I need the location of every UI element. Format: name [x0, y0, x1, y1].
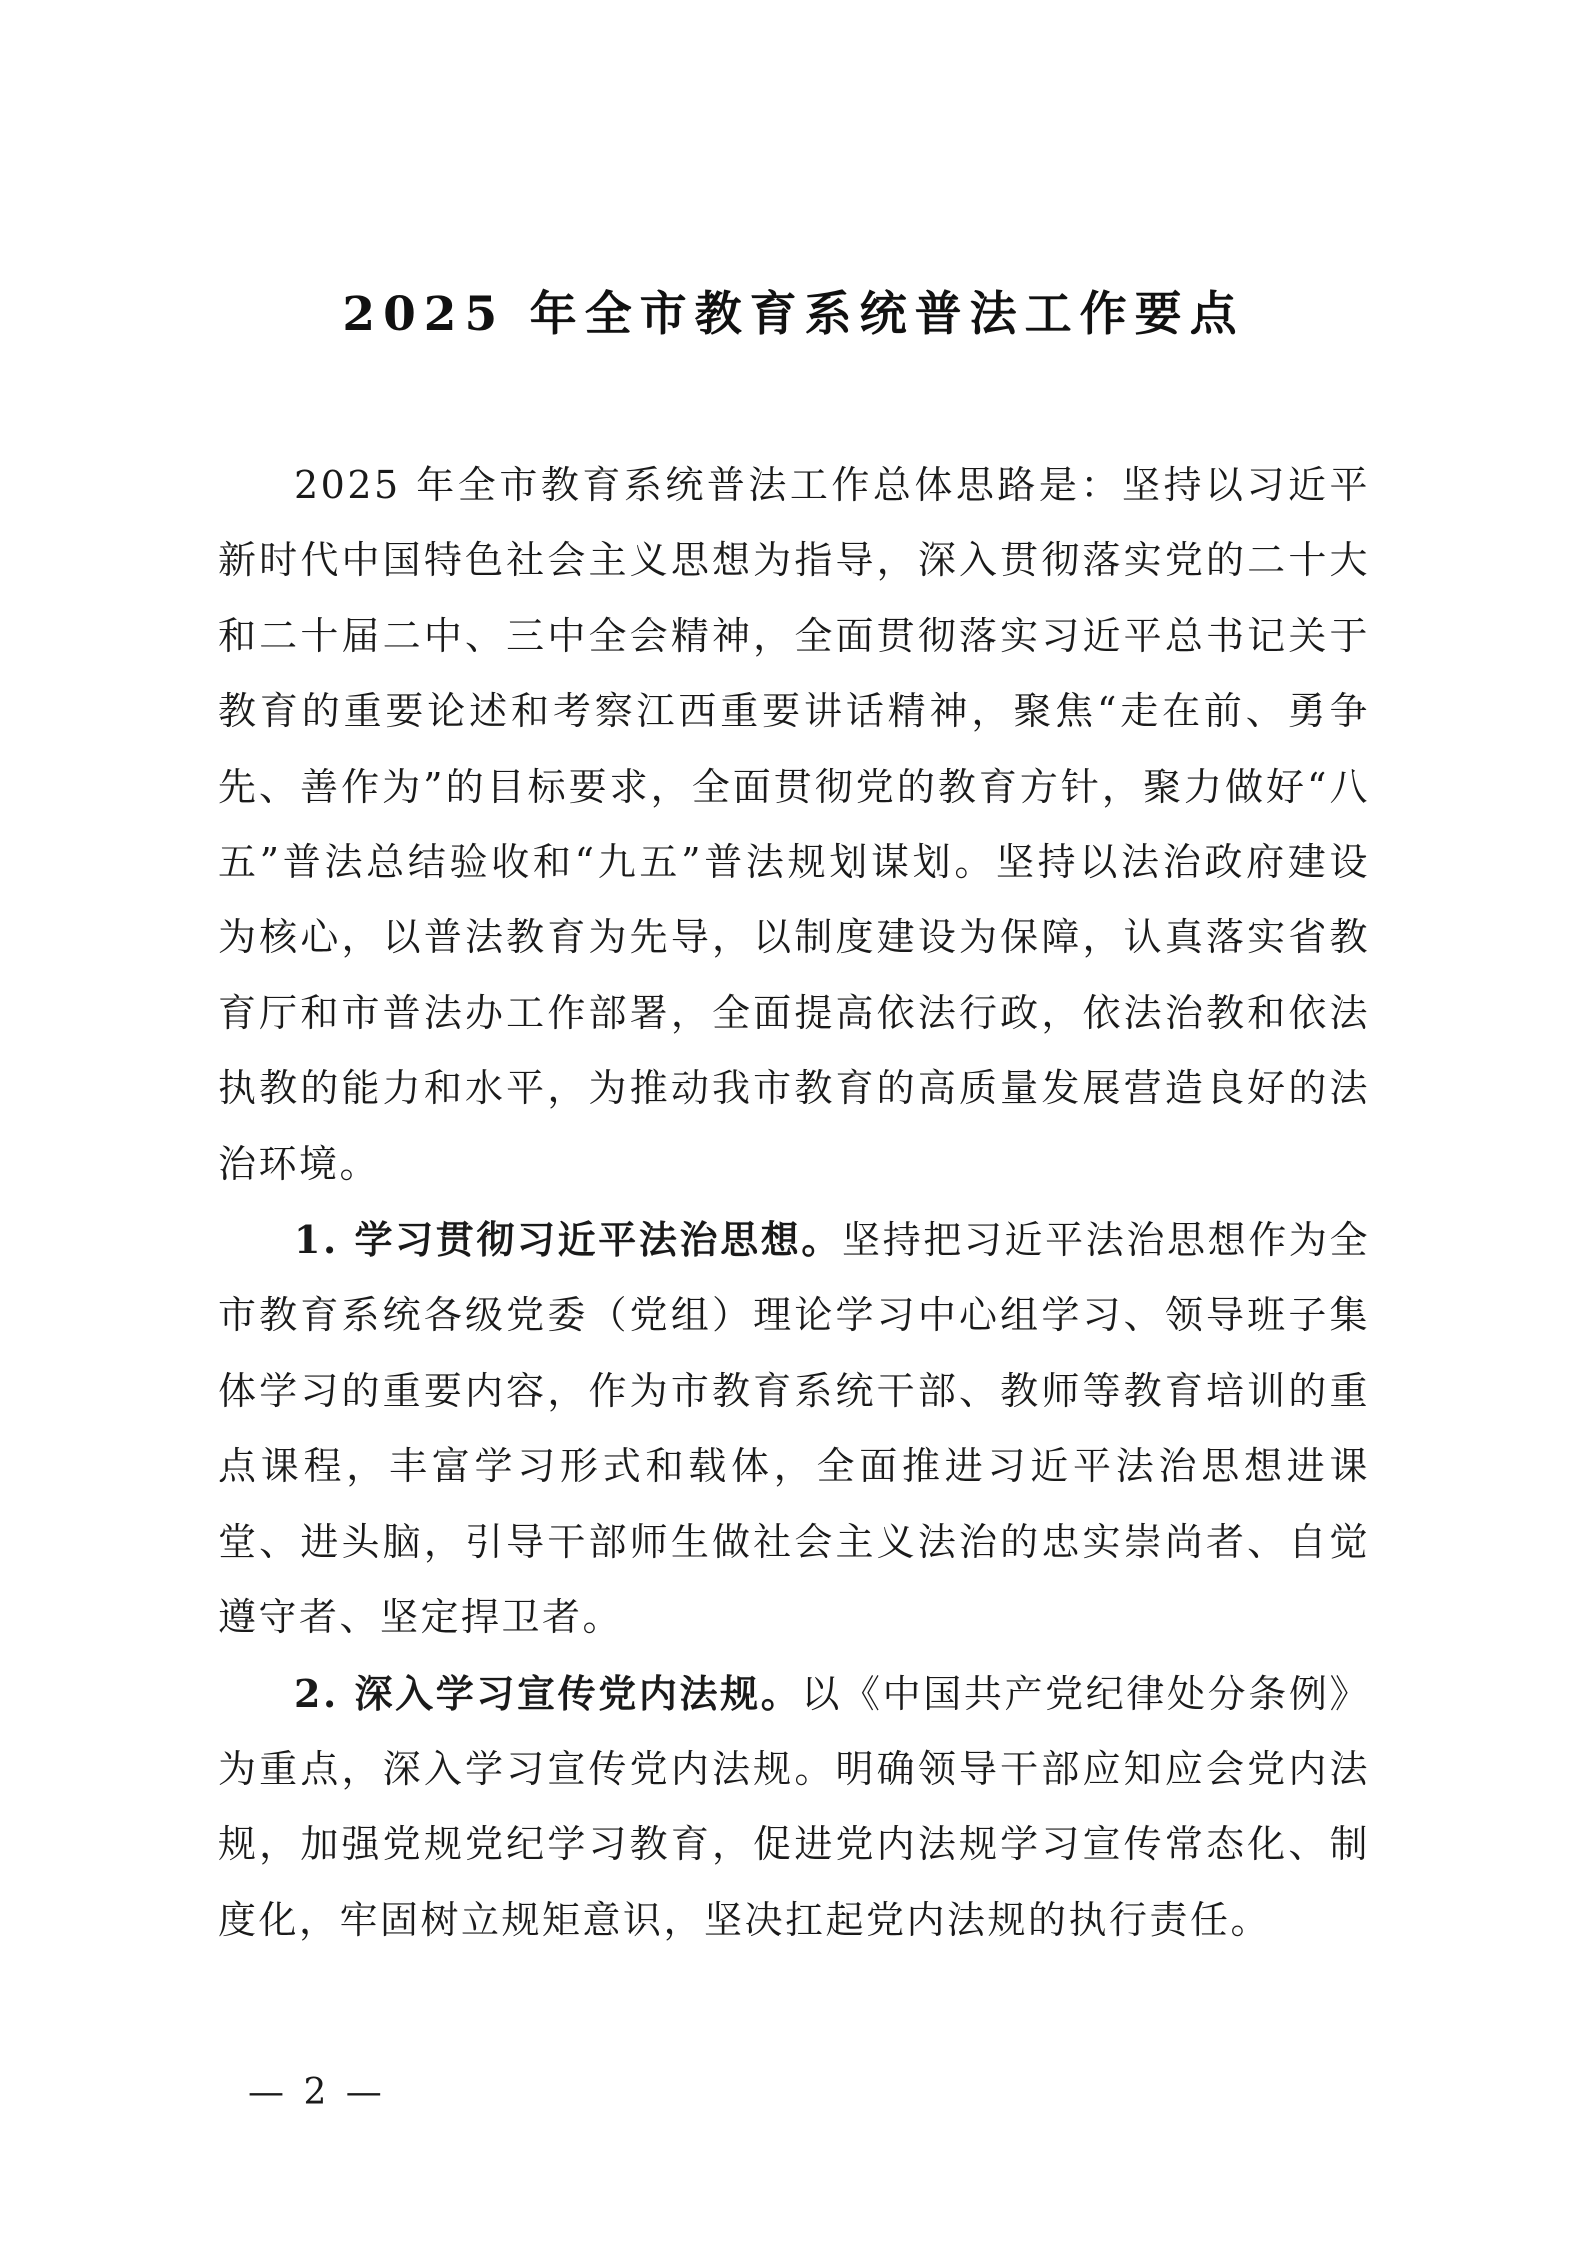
document-body	[218, 448, 1370, 1958]
paragraph-heading: 2. 深入学习宣传党内法规。	[294, 1670, 802, 1716]
paragraph-text: 2025 年全市教育系统普法工作总体思路是：坚持以习近平新时代中国特色社会主义思想为指导，深入贯彻落实党的二十大和二十届二中、三中全会精神，全面贯彻落实习近平总书记关于教育的重要论述和考察江西重要讲话精神，聚焦“走在前、勇争先、善作为”的目标要求，全面贯彻党的教育方针，聚力做好“八五”普法总结验收和“九五”普法规划谋划。坚持以法治政府建设为核心，以普法教育为先导，以制度建设为保障，认真落实省教育厅和市普法办工作部署，全面提高依法行政，依法治教和依法执教的能力和水平，为推动我市教育的高质量发展营造良好的法治环境。	[218, 463, 1370, 1186]
paragraph-text: 以《中国共产党纪律处分条例》为重点，深入学习宣传党内法规。明确领导干部应知应会党内法规，加强党规党纪学习教育，促进党内法规学习宣传常态化、制度化，牢固树立规矩意识，坚决扛起党内法规的执行责任。	[218, 1671, 1370, 1942]
document-title: 2025 年全市教育系统普法工作要点	[342, 287, 1245, 342]
paragraph-item-1	[218, 1202, 1370, 1655]
paragraph-item-2	[218, 1656, 1370, 1959]
paragraph-overview	[218, 448, 1370, 1202]
paragraph-text: 坚持把习近平法治思想作为全市教育系统各级党委（党组）理论学习中心组学习、领导班子集体学习的重要内容，作为市教育系统干部、教师等教育培训的重点课程，丰富学习形式和载体，全面推进习近平法治思想进课堂、进头脑，引导干部师生做社会主义法治的忠实崇尚者、自觉遵守者、坚定捍卫者。	[218, 1218, 1370, 1640]
paragraph-heading: 1. 学习贯彻习近平法治思想。	[294, 1217, 843, 1263]
page-number: — 2 —	[248, 2072, 386, 2113]
